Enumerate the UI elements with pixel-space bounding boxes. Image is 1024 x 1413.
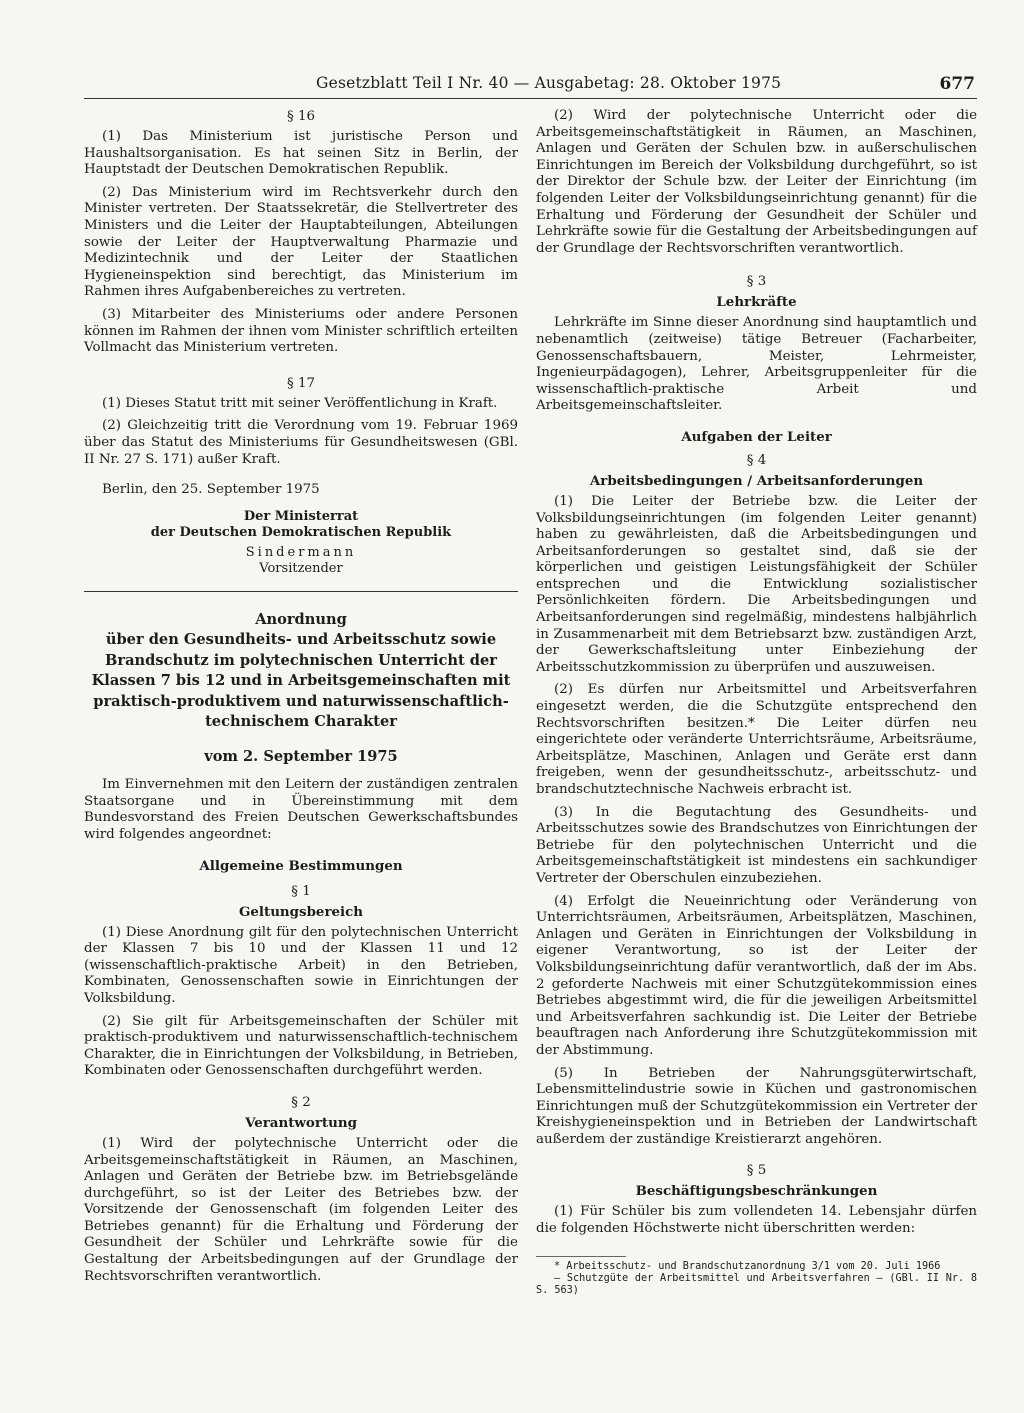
- section-16-heading: § 16: [287, 109, 315, 124]
- section-4-paragraph-4: (4) Erfolgt die Neueinrichtung oder Veränderung von Unterrichtsräumen, Arbeitsräumen, Arbeitsplätzen, Maschinen, Anlagen und Geräten in Einrichtungen der Volksbildung in eigener Verantwortung, so ist der Leiter der Volksbildungseinrichtung dafür verantwortlich, daß der im Abs. 2 geforderte Nachweis mit einer Schutzgütekommission eines Betriebes abgestimmt wird, die für die jeweiligen Arbeitsmittel und Arbeitsverfahren sachkundig ist. Die Leiter der Betriebe beauftragen nach Anforderung ihre Schutzgütekommission mit der Abstimmung.: [536, 893, 977, 1058]
- section-3-heading: § 3: [746, 274, 767, 290]
- section-4-title: Arbeitsbedingungen / Arbeitsanforderungen: [589, 472, 924, 489]
- section-2-paragraph-2: (2) Wird der polytechnische Unterricht oder die Arbeitsgemeinschaftstätigkeit in Räumen, an Maschinen, Anlagen und Geräten der Schulen bzw. in außerschulischen Einrichtungen im Bereich der Volksbildung durchgeführt, so ist der Direktor der Schule bzw. der Leiter der Einrichtung (im folgenden Leiter der Volksbildungseinrichtung genannt) für die Erhaltung und Förderung der Gesundheit der Schüler und Lehrkräfte sowie für die Gestaltung der Arbeitsbedingungen auf der Grundlage der Rechtsvorschriften verantwortlich.: [536, 108, 977, 256]
- footnote-line-2: – Schutzgüte der Arbeitsmittel und Arbeitsverfahren – (GBl. II Nr. 8 S. 563): [536, 1272, 977, 1296]
- section-4-paragraph-2: (2) Es dürfen nur Arbeitsmittel und Arbeitsverfahren eingesetzt werden, die die Schutzgüte entsprechend den Rechtsvorschriften besitzen.* Die Leiter dürfen neu eingerichtete oder veränderte Unterrichtsräume, Arbeitsräume, Arbeitsplätze, Maschinen, Anlagen und Geräte erst dann freigeben, wenn der gesundheitsschutz-, arbeitsschutz- und brandschutztechnische Nachweis erbracht ist.: [536, 682, 977, 797]
- section-16-paragraph-1: (1) Das Ministerium ist juristische Person und Haushaltsorganisation. Es hat seinen Sitz in Berlin, der Hauptstadt der Deutschen Demokratischen Republik.: [84, 129, 518, 178]
- general-provisions-heading: Allgemeine Bestimmungen: [199, 857, 403, 874]
- section-1-paragraph-1: (1) Diese Anordnung gilt für den polytechnischen Unterricht der Klassen 7 bis 10 und der Klassen 11 und 12 (wissenschaftlich-praktische Arbeit) in den Betrieben, Kombinaten, Genossenschaften sowie in Einrichtungen der Volksbildung.: [84, 924, 518, 1006]
- section-1-paragraph-2: (2) Sie gilt für Arbeitsgemeinschaften der Schüler mit praktisch-produktivem und naturwissenschaftlich-technischem Charakter, die in Einrichtungen der Volksbildung, in Betrieben, Kombinaten oder Genossenschaften durchgeführt werden.: [84, 1013, 518, 1079]
- section-5-paragraph-1: (1) Für Schüler bis zum vollendeten 14. Lebensjahr dürfen die folgenden Höchstwerte nicht überschritten werden:: [536, 1204, 977, 1237]
- section-5-heading: § 5: [746, 1163, 767, 1179]
- section-2-title: Verantwortung: [245, 1114, 357, 1131]
- section-2-heading: § 2: [291, 1094, 311, 1110]
- footnote-separator: [536, 1256, 626, 1257]
- section-4-heading: § 4: [746, 452, 767, 468]
- section-divider: [84, 591, 518, 592]
- signatory-role: Vorsitzender: [259, 560, 343, 576]
- section-3-paragraph-1: Lehrkräfte im Sinne dieser Anordnung sind hauptamtlich und nebenamtlich (zeitweise) tätige Betreuer (Facharbeiter, Genossenschaftsbauern, Meister, Lehrmeister, Ingenieurpädagogen), Lehrer, Arbeitsgruppenleiter für die wissenschaftlich-praktische Arbeit und Arbeitsgemeinschaftsleiter.: [536, 315, 977, 414]
- signatory-name: Sindermann: [245, 544, 357, 560]
- header-title: Gesetzblatt Teil I Nr. 40 — Ausgabetag: 28. Oktober 1975: [316, 74, 782, 92]
- right-column: [536, 108, 977, 1297]
- page-number: 677: [939, 74, 975, 94]
- section-16-paragraph-2: (2) Das Ministerium wird im Rechtsverkehr durch den Minister vertreten. Der Staatssekretär, die Stellvertreter des Ministers und die Leiter der Hauptabteilungen, Abteilungen sowie der Leiter der Hauptverwaltung Pharmazie und Medizintechnik und der Leiter der Staatlichen Hygieneinspektion sind berechtigt, das Ministerium im Rahmen ihres Aufgabenbereiches zu vertreten.: [84, 184, 518, 300]
- place-date: Berlin, den 25. September 1975: [102, 482, 320, 498]
- section-16-paragraph-3: (3) Mitarbeiter des Ministeriums oder andere Personen können im Rahmen der ihnen vom Minister schriftlich erteilten Vollmacht das Ministerium vertreten.: [84, 306, 518, 356]
- leaders-tasks-heading: Aufgaben der Leiter: [681, 428, 832, 445]
- left-column: [84, 108, 518, 1291]
- ordinance-subtitle: über den Gesundheits- und Arbeitsschutz sowie Brandschutz im polytechnischen Unterricht der Klassen 7 bis 12 und in Arbeitsgemeinschaften mit praktisch-produktivem und naturwissenschaftlich-technischem Charakter: [91, 631, 511, 731]
- signatory-body: Der Ministerrat: [243, 508, 359, 524]
- page-header: [84, 74, 977, 99]
- section-4-paragraph-5: (5) In Betrieben der Nahrungsgüterwirtschaft, Lebensmittelindustrie sowie in Küchen und gastronomischen Einrichtungen muß der Schutzgütekommission ein Vertreter der Kreishygieneinspektion und in Betrieben der Landwirtschaft außerdem der zuständige Kreistierarzt angehören.: [536, 1065, 977, 1147]
- ordinance-preamble: Im Einvernehmen mit den Leitern der zuständigen zentralen Staatsorgane und in Übereinstimmung mit dem Bundesvorstand des Freien Deutschen Gewerkschaftsbundes wird folgendes angeordnet:: [84, 777, 518, 842]
- section-3-title: Lehrkräfte: [716, 294, 797, 311]
- section-4-paragraph-1: (1) Die Leiter der Betriebe bzw. die Leiter der Volksbildungseinrichtungen (im folgenden Leiter genannt) haben zu gewährleisten, daß die Arbeitsbedingungen und Arbeitsanforderungen so gestaltet sind, daß sie der körperlichen und geistigen Leistungsfähigkeit der Schüler entsprechen und die Entwicklung sozialistischer Persönlichkeiten fördern. Die Arbeitsbedingungen und Arbeitsanforderungen sind regelmäßig, mindestens halbjährlich in Zusammenarbeit mit dem Betriebsarzt bzw. zuständigen Arzt, der Gewerkschaftsleitung unter Einbeziehung der Arbeitsschutzkommission zu überprüfen und auszuweisen.: [536, 493, 977, 675]
- section-1-title: Geltungsbereich: [238, 903, 364, 920]
- section-17-paragraph-1: (1) Dieses Statut tritt mit seiner Veröffentlichung in Kraft.: [102, 395, 498, 411]
- footnote-line-1: * Arbeitsschutz- und Brandschutzanordnung 3/1 vom 20. Juli 1966: [554, 1260, 941, 1272]
- section-17-heading: § 17: [287, 375, 315, 391]
- section-4-paragraph-3: (3) In die Begutachtung des Gesundheits- und Arbeitsschutzes sowie des Brandschutzes von Einrichtungen der Betriebe für den polytechnischen Unterricht und die Arbeitsgemeinschaftstätigkeit ist mindestens ein sachkundiger Vertreter der Oberschulen einzubeziehen.: [536, 804, 977, 886]
- section-2-paragraph-1: (1) Wird der polytechnische Unterricht oder die Arbeitsgemeinschaftstätigkeit in Räumen, an Maschinen, Anlagen und Geräten der Betriebe bzw. im Betriebsgelände durchgeführt, so ist der Leiter des Betriebes bzw. der Vorsitzende der Genossenschaft (im folgenden Leiter des Betriebes genannt) für die Erhaltung und Förderung der Gesundheit der Schüler und Lehrkräfte sowie für die Gestaltung der Arbeitsbedingungen auf der Grundlage der Rechtsvorschriften verantwortlich.: [84, 1135, 518, 1284]
- section-17-paragraph-2: (2) Gleichzeitig tritt die Verordnung vom 19. Februar 1969 über das Statut des Ministeriums für Gesundheitswesen (GBl. II Nr. 27 S. 171) außer Kraft.: [84, 418, 518, 467]
- signatory-body-line-2: der Deutschen Demokratischen Republik: [150, 524, 452, 540]
- section-5-title: Beschäftigungsbeschränkungen: [635, 1183, 878, 1200]
- ordinance-date: vom 2. September 1975: [204, 747, 398, 765]
- ordinance-title: Anordnung: [255, 610, 347, 628]
- section-1-heading: § 1: [291, 883, 311, 899]
